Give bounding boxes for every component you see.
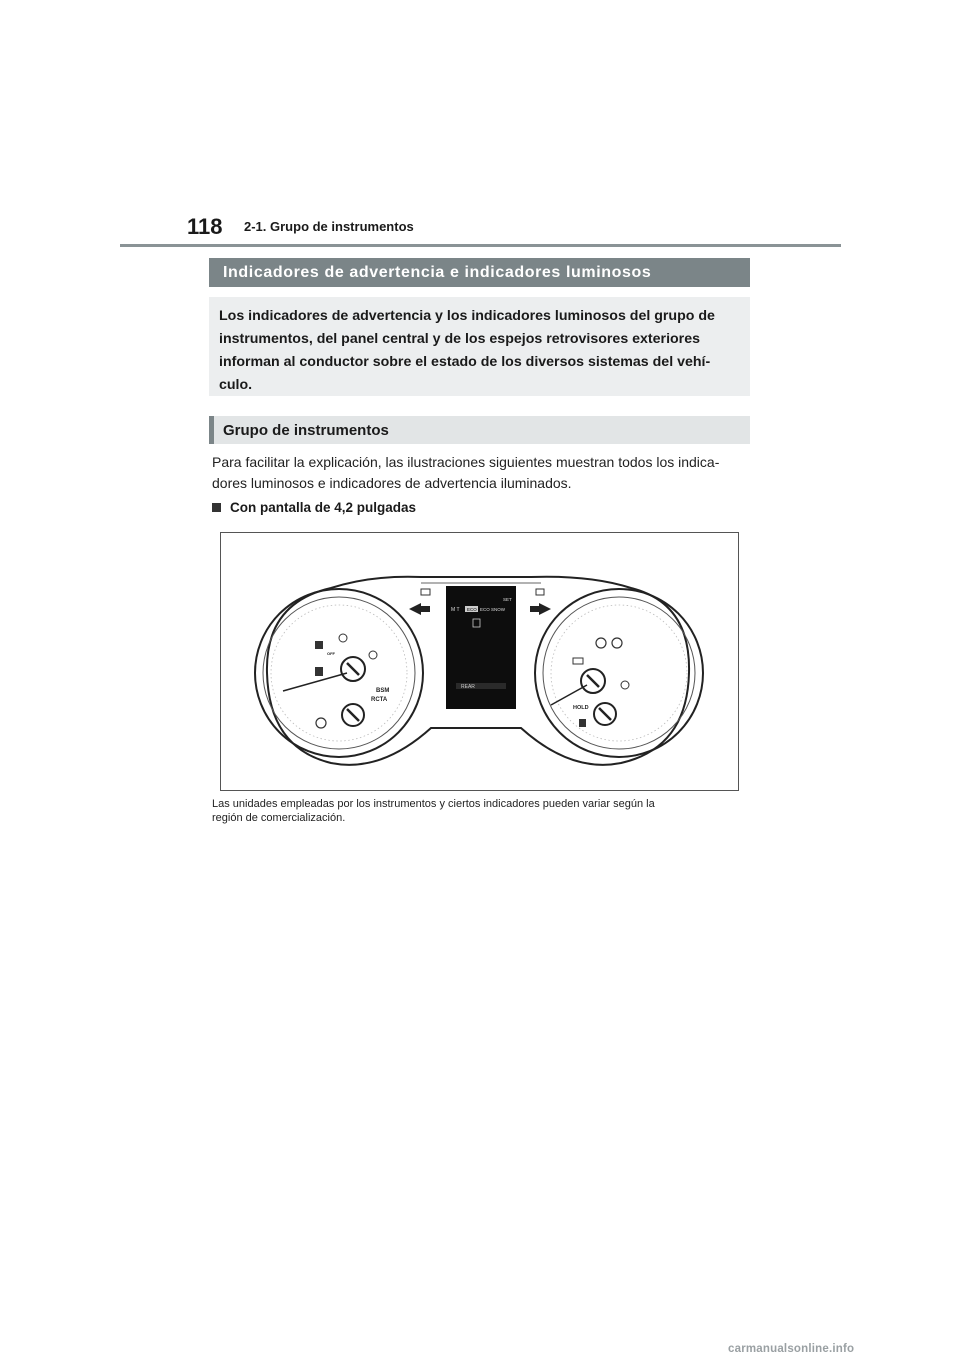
instrument-cluster-illustration (221, 533, 738, 790)
caption-line: Las unidades empleadas por los instrumentos y ciertos indicadores pueden variar según la (212, 798, 655, 810)
right-gauge (535, 589, 703, 757)
intro-line: instrumentos, del panel central y de los espejos retrovisores exteriores (219, 331, 700, 347)
set-indicator: SET (503, 597, 512, 602)
section-title-bar (209, 258, 750, 287)
subsection-title: Grupo de instrumentos (223, 421, 389, 439)
caption-line: región de comercialización. (212, 812, 346, 824)
square-bullet-icon (212, 503, 221, 512)
mode-indicator: ECO SNOW (480, 607, 506, 612)
intro-line: Los indicadores de advertencia y los indicadores luminosos del grupo de (219, 308, 715, 324)
hold-label: HOLD (573, 705, 589, 711)
page-number: 118 (187, 214, 223, 239)
off-label: OFF (327, 651, 335, 656)
instrument-cluster-figure (220, 532, 739, 791)
bsm-label: BSM (376, 688, 390, 694)
right-turn-arrow-icon (530, 603, 551, 615)
watermark: carmanualsonline.info (728, 1343, 855, 1355)
header-rule (120, 244, 841, 247)
rear-indicator: REAR (461, 684, 475, 690)
intro-line: culo. (219, 377, 253, 393)
figure-caption (212, 797, 752, 825)
gear-indicator: M T (451, 607, 460, 613)
rcta-label: RCTA (371, 697, 388, 703)
headlight-icon (421, 589, 430, 595)
intro-box (209, 297, 750, 396)
body-line: Para facilitar la explicación, las ilustraciones siguientes muestran todos los indica- (212, 454, 720, 470)
body-text (212, 452, 752, 494)
eco-badge: ECO (467, 607, 477, 612)
intro-line: informan al conductor sobre el estado de los diversos sistemas del vehí- (219, 354, 711, 370)
running-head: 2-1. Grupo de instrumentos (244, 219, 414, 234)
section-title: Indicadores de advertencia e indicadores luminosos (223, 263, 652, 281)
left-gauge (255, 589, 423, 757)
variant-heading (212, 500, 416, 515)
fog-light-icon (536, 589, 544, 595)
subsection-bar (209, 416, 750, 444)
variant-heading-text: Con pantalla de 4,2 pulgadas (230, 500, 417, 515)
body-line: dores luminosos e indicadores de advertencia iluminados. (212, 475, 572, 491)
left-turn-arrow-icon (409, 603, 430, 615)
center-display (446, 586, 516, 709)
